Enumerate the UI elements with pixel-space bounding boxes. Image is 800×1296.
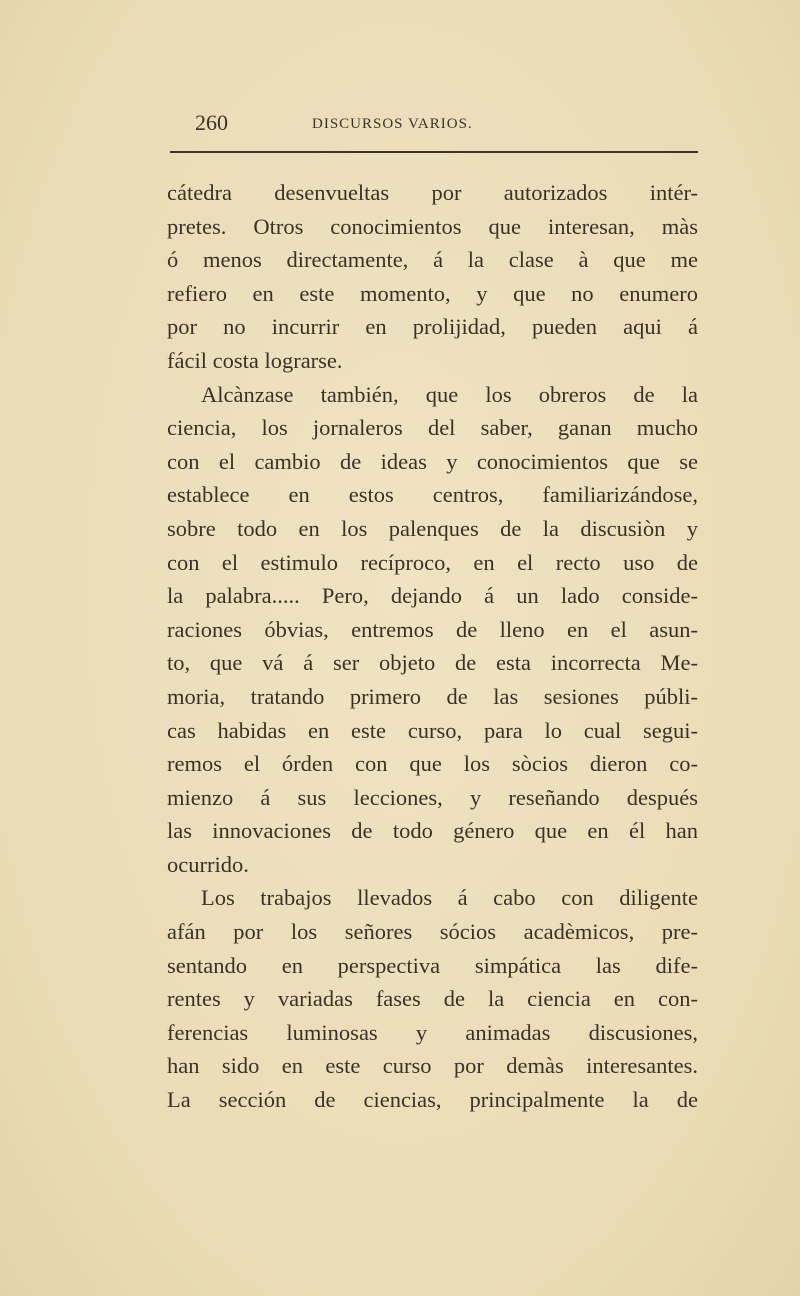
text-line: remos el órden con que los sòcios dieron co- [167,751,698,777]
text-line: establece en estos centros, familiarizándose, [167,482,698,508]
text-line: por no incurrir en prolijidad, pueden aqui á [167,314,698,340]
text-line: ocurrido. [167,851,249,877]
text-line: ciencia, los jornaleros del saber, ganan mucho [167,415,698,441]
running-title: DISCURSOS VARIOS. [312,116,473,132]
text-line: la palabra..... Pero, dejando á un lado conside- [167,583,698,609]
text-line: sentando en perspectiva simpática las dife- [167,952,698,978]
text-line: las innovaciones de todo género que en él han [167,818,698,844]
text-line: Los trabajos llevados á cabo con diligente [201,885,698,911]
text-line: La sección de ciencias, principalmente la de [167,1087,698,1113]
text-line: pretes. Otros conocimientos que interesan, màs [167,213,698,239]
text-line: con el estimulo recíproco, en el recto uso de [167,549,698,575]
header-rule [170,151,698,153]
text-line: con el cambio de ideas y conocimientos que se [167,448,698,474]
text-line: sobre todo en los palenques de la discusiòn y [167,515,698,541]
text-line: han sido en este curso por demàs interesantes. [167,1053,698,1079]
text-line: ó menos directamente, á la clase à que me [167,247,698,273]
text-line: rentes y variadas fases de la ciencia en con- [167,986,698,1012]
text-line: to, que vá á ser objeto de esta incorrecta Me- [167,650,698,676]
text-line: moria, tratando primero de las sesiones públi- [167,683,698,709]
text-line: raciones óbvias, entremos de lleno en el asun- [167,616,698,642]
page-number: 260 [195,110,228,135]
text-line: refiero en este momento, y que no enumero [167,280,698,306]
text-line: afán por los señores sócios acadèmicos, pre- [167,919,698,945]
text-line: cas habidas en este curso, para lo cual segui- [167,717,698,743]
text-line: mienzo á sus lecciones, y reseñando después [167,784,698,810]
text-line: ferencias luminosas y animadas discusiones, [167,1019,698,1045]
text-line: Alcànzase también, que los obreros de la [201,381,698,407]
body-text [167,176,698,1117]
text-line: fácil costa lograrse. [167,347,343,373]
text-line: cátedra desenvueltas por autorizados intér- [167,180,698,205]
